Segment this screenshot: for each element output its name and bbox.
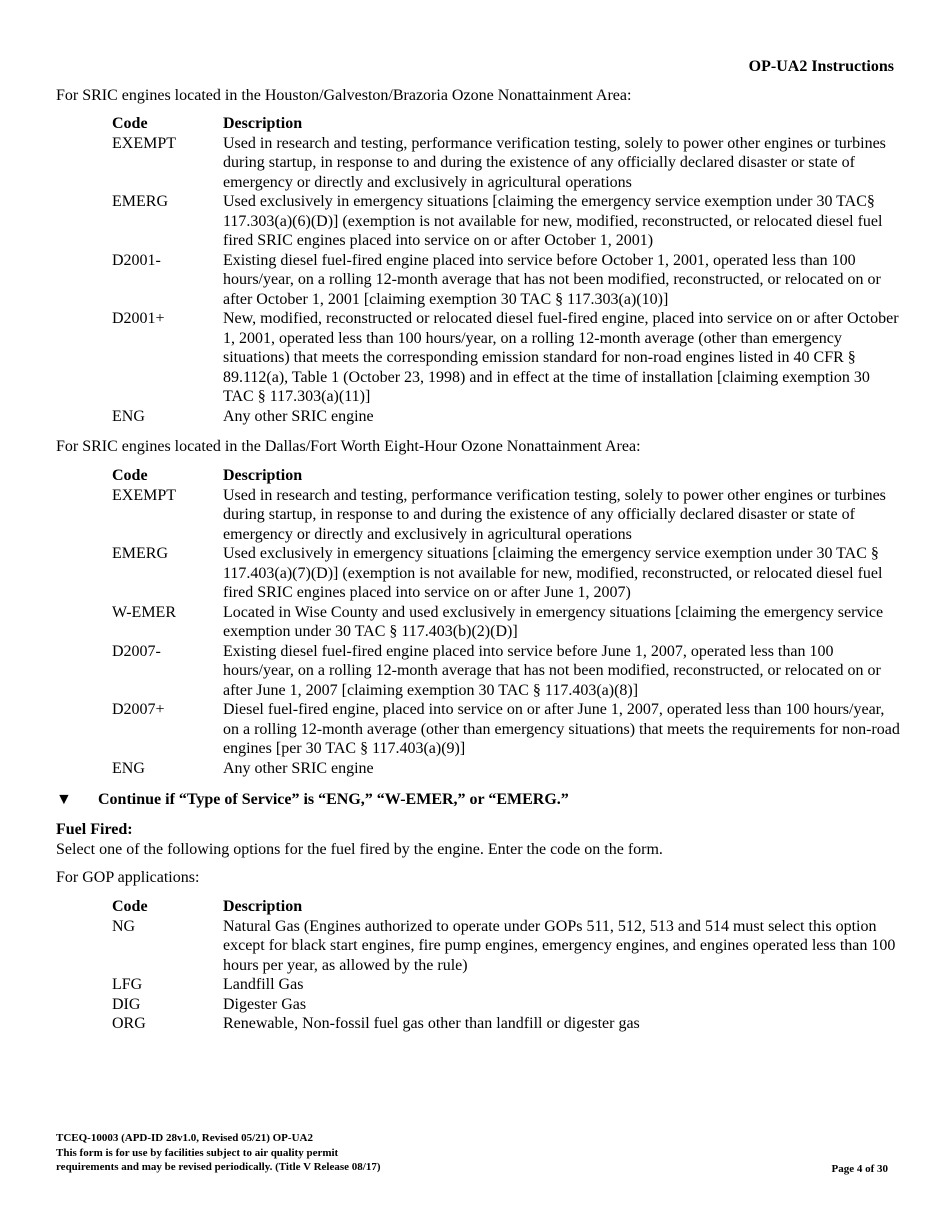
table-row	[112, 995, 902, 1015]
continue-text: Continue if “Type of Service” is “ENG,” “W-EMER,” or “EMERG.”	[98, 791, 569, 808]
row-description: Used exclusively in emergency situations [claiming the emergency service exemption under 30 TAC§ 117.303(a)(6)(D)] (exemption is not available for new, modified, reconstructed, or relocated diesel fuel fired SRIC engines placed into service on or after October 1, 2001)	[223, 193, 883, 249]
code-column-header: Code	[112, 898, 148, 915]
footer-form-info	[56, 1131, 380, 1175]
page-header-title: OP-UA2 Instructions	[748, 58, 894, 75]
row-description: Located in Wise County and used exclusively in emergency situations [claiming the emergency service exemption under 30 TAC § 117.403(b)(2)(D)]	[223, 603, 884, 640]
table-row	[112, 759, 902, 779]
row-code: D2007-	[112, 642, 161, 660]
description-column-header: Description	[223, 467, 303, 484]
row-description: Diesel fuel-fired engine, placed into service on or after June 1, 2007, operated less than 100 hours/year, on a rolling 12-month average (other than emergency situations) that meets the requirements for non-road engines [per 30 TAC § 117.403(a)(9)]	[223, 701, 900, 757]
table-header-row	[112, 466, 902, 486]
description-column-header: Description	[223, 898, 303, 915]
row-description: Landfill Gas	[223, 976, 304, 993]
row-code: ENG	[112, 759, 145, 777]
row-description: Any other SRIC engine	[223, 407, 374, 425]
code-column-header: Code	[112, 467, 148, 484]
table-row	[112, 309, 902, 407]
row-description: Used in research and testing, performance verification testing, solely to power other engines or turbines during startup, in response to and during the existence of any officially declared disaster or state of emergency or directly and exclusively in agricultural operations	[223, 486, 886, 543]
table-row	[112, 407, 902, 427]
dallas-intro: For SRIC engines located in the Dallas/Fort Worth Eight-Hour Ozone Nonattainment Area:	[56, 438, 641, 455]
description-column-header: Description	[223, 115, 303, 132]
houston-code-table	[112, 114, 902, 426]
table-header-row	[112, 114, 902, 134]
gop-applications-intro: For GOP applications:	[56, 869, 200, 886]
table-row	[112, 544, 902, 603]
row-code: LFG	[112, 976, 143, 993]
table-row	[112, 975, 902, 995]
table-row	[112, 917, 902, 976]
row-code: W-EMER	[112, 603, 176, 621]
row-description: Renewable, Non-fossil fuel gas other than landfill or digester gas	[223, 1015, 640, 1032]
row-code: EMERG	[112, 545, 168, 562]
row-code: NG	[112, 917, 136, 935]
row-code: D2001+	[112, 310, 165, 327]
row-code: DIG	[112, 995, 141, 1013]
footer-line-3: requirements and may be revised periodically. (Title V Release 08/17)	[56, 1161, 381, 1173]
houston-intro: For SRIC engines located in the Houston/Galveston/Brazoria Ozone Nonattainment Area:	[56, 87, 632, 104]
row-description: Digester Gas	[223, 995, 307, 1013]
table-row	[112, 603, 902, 642]
table-row	[112, 134, 902, 193]
code-column-header: Code	[112, 115, 148, 132]
table-row	[112, 642, 902, 701]
row-code: EXEMPT	[112, 486, 176, 504]
row-code: EXEMPT	[112, 134, 176, 152]
row-description: Existing diesel fuel-fired engine placed into service before June 1, 2007, operated less than 100 hours/year, on a rolling 12-month average that has not been modified, reconstructed, or relocated on or after June 1, 2007 [claiming exemption 30 TAC § 117.403(a)(8)]	[223, 642, 881, 699]
table-row	[112, 251, 902, 310]
row-code: ORG	[112, 1015, 146, 1032]
row-description: Natural Gas (Engines authorized to operate under GOPs 511, 512, 513 and 514 must select this option except for black start engines, fire pump engines, emergency engines, and engines operated less than 100 hours per year, as allowed by the rule)	[223, 917, 896, 974]
footer-line-1: TCEQ-10003 (APD-ID 28v1.0, Revised 05/21) OP-UA2	[56, 1132, 313, 1144]
table-row	[112, 700, 902, 759]
footer-line-2: This form is for use by facilities subject to air quality permit	[56, 1146, 339, 1159]
row-description: Used in research and testing, performance verification testing, solely to power other engines or turbines during startup, in response to and during the existence of any officially declared disaster or state of emergency or directly and exclusively in agricultural operations	[223, 134, 886, 191]
row-description: Used exclusively in emergency situations [claiming the emergency service exemption under 30 TAC § 117.403(a)(7)(D)] (exemption is not available for new, modified, reconstructed, or relocated diesel fuel fired SRIC engines placed into service on or after June 1, 2007)	[223, 545, 883, 601]
row-description: New, modified, reconstructed or relocated diesel fuel-fired engine, placed into service on or after October 1, 2001, operated less than 100 hours/year, on a rolling 12-month average (other than emergency situations) that meets the corresponding emission standard for non-road engines listed in 40 CFR § 89.112(a), Table 1 (October 23, 1998) and in effect at the time of installation [claiming exemption 30 TAC § 117.303(a)(11)]	[223, 310, 899, 405]
table-row	[112, 486, 902, 545]
row-description: Existing diesel fuel-fired engine placed into service before October 1, 2001, operated less than 100 hours/year, on a rolling 12-month average that has not been modified, reconstructed, or relocated on or after October 1, 2001 [claiming exemption 30 TAC § 117.303(a)(10)]	[223, 251, 881, 308]
row-code: EMERG	[112, 193, 168, 210]
continue-instruction	[56, 790, 569, 810]
row-code: D2007+	[112, 701, 165, 718]
table-row	[112, 192, 902, 251]
fuel-fired-instruction: Select one of the following options for the fuel fired by the engine. Enter the code on the form.	[56, 841, 663, 858]
fuel-code-table	[112, 897, 902, 1034]
table-header-row	[112, 897, 902, 917]
down-triangle-icon: ▼	[56, 791, 72, 808]
fuel-fired-heading: Fuel Fired:	[56, 821, 133, 838]
row-description: Any other SRIC engine	[223, 759, 374, 777]
dallas-code-table	[112, 466, 902, 778]
row-code: D2001-	[112, 251, 161, 269]
page-number: Page 4 of 30	[831, 1163, 888, 1175]
table-row	[112, 1014, 902, 1034]
row-code: ENG	[112, 407, 145, 425]
